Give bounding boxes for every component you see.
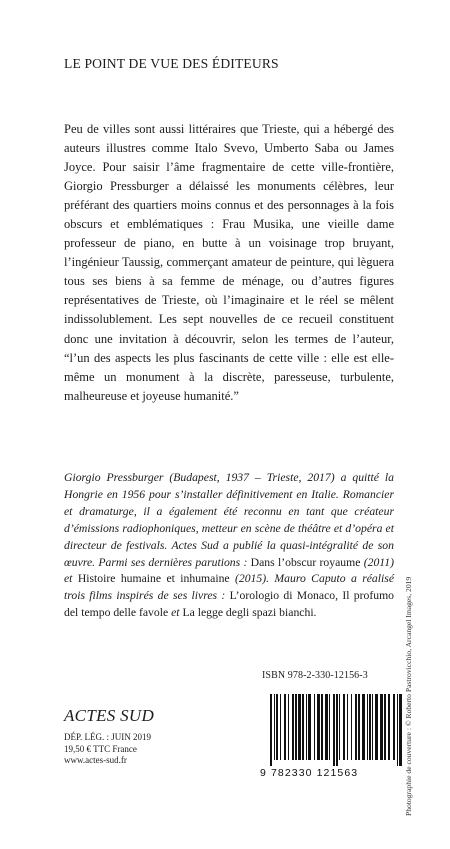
barcode-bar <box>375 694 378 760</box>
section-heading: LE POINT DE VUE DES ÉDITEURS <box>64 56 279 71</box>
film-title-2: La legge degli spazi bianchi. <box>182 606 317 620</box>
bio-text: (2015). Mauro Caputo a réalisé trois films inspirés de ses livres : <box>64 572 395 603</box>
photo-credit: Photographie de couverture : © Roberto Pastrovicchio, Arcangel Images, 2019 <box>404 576 413 816</box>
barcode-bar <box>399 694 402 766</box>
book-summary: Peu de villes sont aussi littéraires que Trieste, qui a hébergé des auteurs illustres comme Italo Svevo, Umberto Saba ou James Joyce. Pour saisir l’âme fragmentaire de cette ville-frontière, Giorgio Pressburger a délaissé les monuments célèbres, leur préférant des quartiers moins connus et des personnages à la fois obscurs et emblématiques : Frau Musika, une vieille dame professeur de piano, en butte à un voisinage trop bruyant, l’ingénieur Taussig, commerçant amateur de peinture, qui lèguera tous ses biens à sa femme de ménage, ou d’autres figures représentatives de Trieste, où l’imaginaire et le réel se mêlent indissolublement. Les sept nouvelles de ce recueil constituent donc une invitation à découvrir, selon les termes de l’auteur, “l’un des aspects les plus fascinants de cette ville : elle est elle-même un monument à la discrète, paresseuse, turbulente, malheureuse et joyeuse humanité.” <box>64 122 394 403</box>
barcode-bar <box>347 694 348 760</box>
barcode <box>258 692 406 780</box>
author-bio <box>64 470 394 622</box>
bio-text: (2011) et <box>64 555 395 586</box>
legal-deposit: DÉP. LÉG. : JUIN 2019 <box>64 732 151 742</box>
barcode-bar <box>317 694 320 760</box>
bio-text: et <box>168 606 183 620</box>
barcode-bar <box>355 694 357 760</box>
barcode-bar <box>292 694 294 760</box>
barcode-bar <box>367 694 368 760</box>
barcode-bar <box>336 694 338 766</box>
barcode-bar <box>388 694 390 760</box>
barcode-bar <box>369 694 371 760</box>
barcode-bar <box>270 694 272 766</box>
bio-text: Giorgio Pressburger (Budapest, 1937 – Trieste, 2017) a quitté la Hongrie en 1956 pour s’installer définitivement en Italie. Romancier et dramaturge, il a également été reconnu en tant que créateur d’émissions radiophoniques, metteur en scène de théâtre et d’opéra et directeur de festivals. Actes Sud a publié la quasi-intégralité de son œuvre. Parmi ses dernières parutions : <box>64 471 394 569</box>
barcode-bar <box>314 694 315 760</box>
barcode-bar <box>302 694 304 760</box>
barcode-bar <box>276 694 278 760</box>
barcode-bar <box>397 694 398 766</box>
barcode-bar <box>339 694 340 760</box>
barcode-bar <box>343 694 345 760</box>
barcode-bar <box>288 694 289 760</box>
price: 19,50 € TTC France <box>64 743 137 754</box>
barcode-bar <box>393 694 395 760</box>
barcode-bar <box>329 694 330 760</box>
barcode-bar <box>351 694 352 760</box>
barcode-bar <box>362 694 365 760</box>
film-title-1: L’orologio di Monaco, Il profumo del tempo delle favole <box>64 589 395 620</box>
book-title-1: Dans l’obscur royaume <box>250 555 361 569</box>
publisher-logo: ACTES SUD <box>64 706 155 725</box>
barcode-bar <box>321 694 323 760</box>
barcode-bar <box>308 694 311 760</box>
barcode-bar <box>333 694 335 766</box>
barcode-bar <box>284 694 286 760</box>
barcode-bar <box>295 694 297 760</box>
publication-info <box>64 732 151 767</box>
barcode-bar <box>298 694 301 760</box>
barcode-digits: 9 782330 121563 <box>260 767 359 779</box>
barcode-bar <box>306 694 307 760</box>
barcode-bar <box>280 694 281 760</box>
barcode-bar <box>372 694 373 760</box>
book-title-2: Histoire humaine et inhumaine <box>77 572 230 586</box>
barcode-bar <box>274 694 275 760</box>
publisher-website: www.actes-sud.fr <box>64 755 127 765</box>
photo-credit-wrapper <box>404 576 450 825</box>
barcode-bar <box>384 694 386 760</box>
isbn-number: ISBN 978-2-330-12156-3 <box>262 670 368 681</box>
barcode-bar <box>380 694 383 760</box>
barcode-bar <box>358 694 360 760</box>
barcode-bar <box>325 694 328 760</box>
